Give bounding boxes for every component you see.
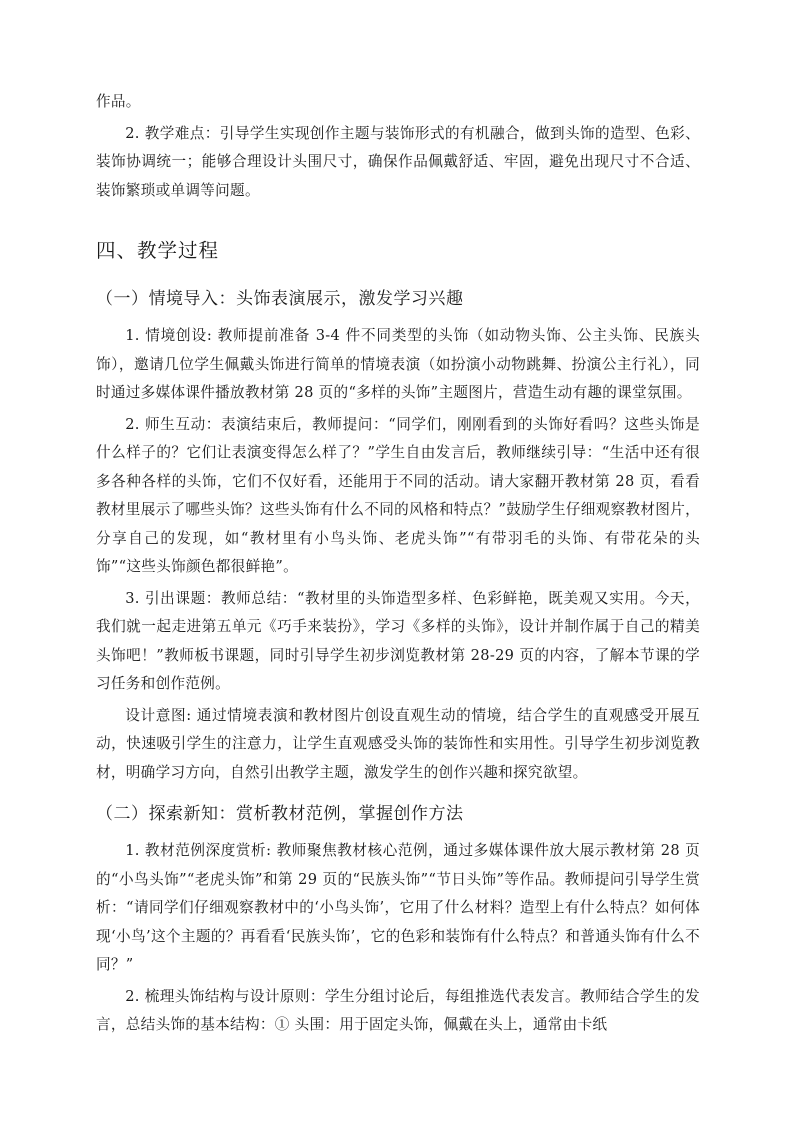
paragraph-continuation: 作品。 [96,93,141,110]
paragraph-structure-principles: 2. 梳理头饰结构与设计原则：学生分组讨论后，每组推选代表发言。教师结合学生的发言，总结头饰的基本结构：① 头围：用于固定头饰，佩戴在头上，通常由卡纸 [96,987,700,1033]
paragraph-situation-creation: 1. 情境创设: 教师提前准备 3-4 件不同类型的头饰（如动物头饰、公主头饰、民族头饰），邀请几位学生佩戴头饰进行简单的情境表演（如扮演小动物跳舞、扮演公主行礼），同时通过多媒体课件播放教材第 28 页的“多样的头饰”主题图片，营造生动有趣的课堂氛围。 [96,327,700,401]
paragraph-example-appreciation: 1. 教材范例深度赏析: 教师聚焦教材核心范例，通过多媒体课件放大展示教材第 28 页的“小鸟头饰”“老虎头饰”和第 29 页的“民族头饰”“节日头饰”等作品。教师提问引导学生赏析：“请同学们仔细观察教材中的‘小鸟头饰’，它用了什么材料？造型上有什么特点？如何体现‘小鸟’这个主题的？再看看‘民族头饰’，它的色彩和装饰有什么特点？和普通头饰有什么不同？” [96,842,700,973]
subsection-heading-situation-intro: （一）情境导入：头饰表演展示，激发学习兴趣 [96,289,464,309]
paragraph-teacher-student-interaction: 2. 师生互动：表演结束后，教师提问：“同学们，刚刚看到的头饰好看吗？这些头饰是什么样子的？它们让表演变得怎么样了？”学生自由发言后，教师继续引导：“生活中还有很多各种各样的头饰，它们不仅好看，还能用于不同的活动。请大家翻开教材第 28 页，看看教材里展示了哪些头饰？这些头饰有什么不同的风格和特点？”鼓励学生仔细观察教材图片，分享自己的发现，如“教材里有小鸟头饰、老虎头饰”“有带羽毛的头饰、有带花朵的头饰”“这些头饰颜色都很鲜艳”。 [96,415,700,575]
paragraph-design-intent: 设计意图: 通过情境表演和教材图片创设直观生动的情境，结合学生的直观感受开展互动，快速吸引学生的注意力，让学生直观感受头饰的装饰性和实用性。引导学生初步浏览教材，明确学习方向，自然引出教学主题，激发学生的创作兴趣和探究欲望。 [96,706,700,781]
subsection-heading-explore-new-knowledge: （二）探索新知：赏析教材范例，掌握创作方法 [96,804,464,824]
paragraph-introduce-topic: 3. 引出课题：教师总结：“教材里的头饰造型多样、色彩鲜艳，既美观又实用。今天，我们就一起走进第五单元《巧手来装扮》，学习《多样的头饰》，设计并制作属于自己的精美头饰吧！”教师板书课题，同时引导学生初步浏览教材第 28-29 页的内容，了解本节课的学习任务和创作范例。 [96,589,700,692]
section-heading-teaching-process: 四、教学过程 [96,239,220,262]
paragraph-teaching-difficulty: 2. 教学难点：引导学生实现创作主题与装饰形式的有机融合，做到头饰的造型、色彩、装饰协调统一；能够合理设计头围尺寸，确保作品佩戴舒适、牢固，避免出现尺寸不合适、装饰繁琐或单调等问题。 [96,124,700,199]
document-page [96,88,700,1043]
